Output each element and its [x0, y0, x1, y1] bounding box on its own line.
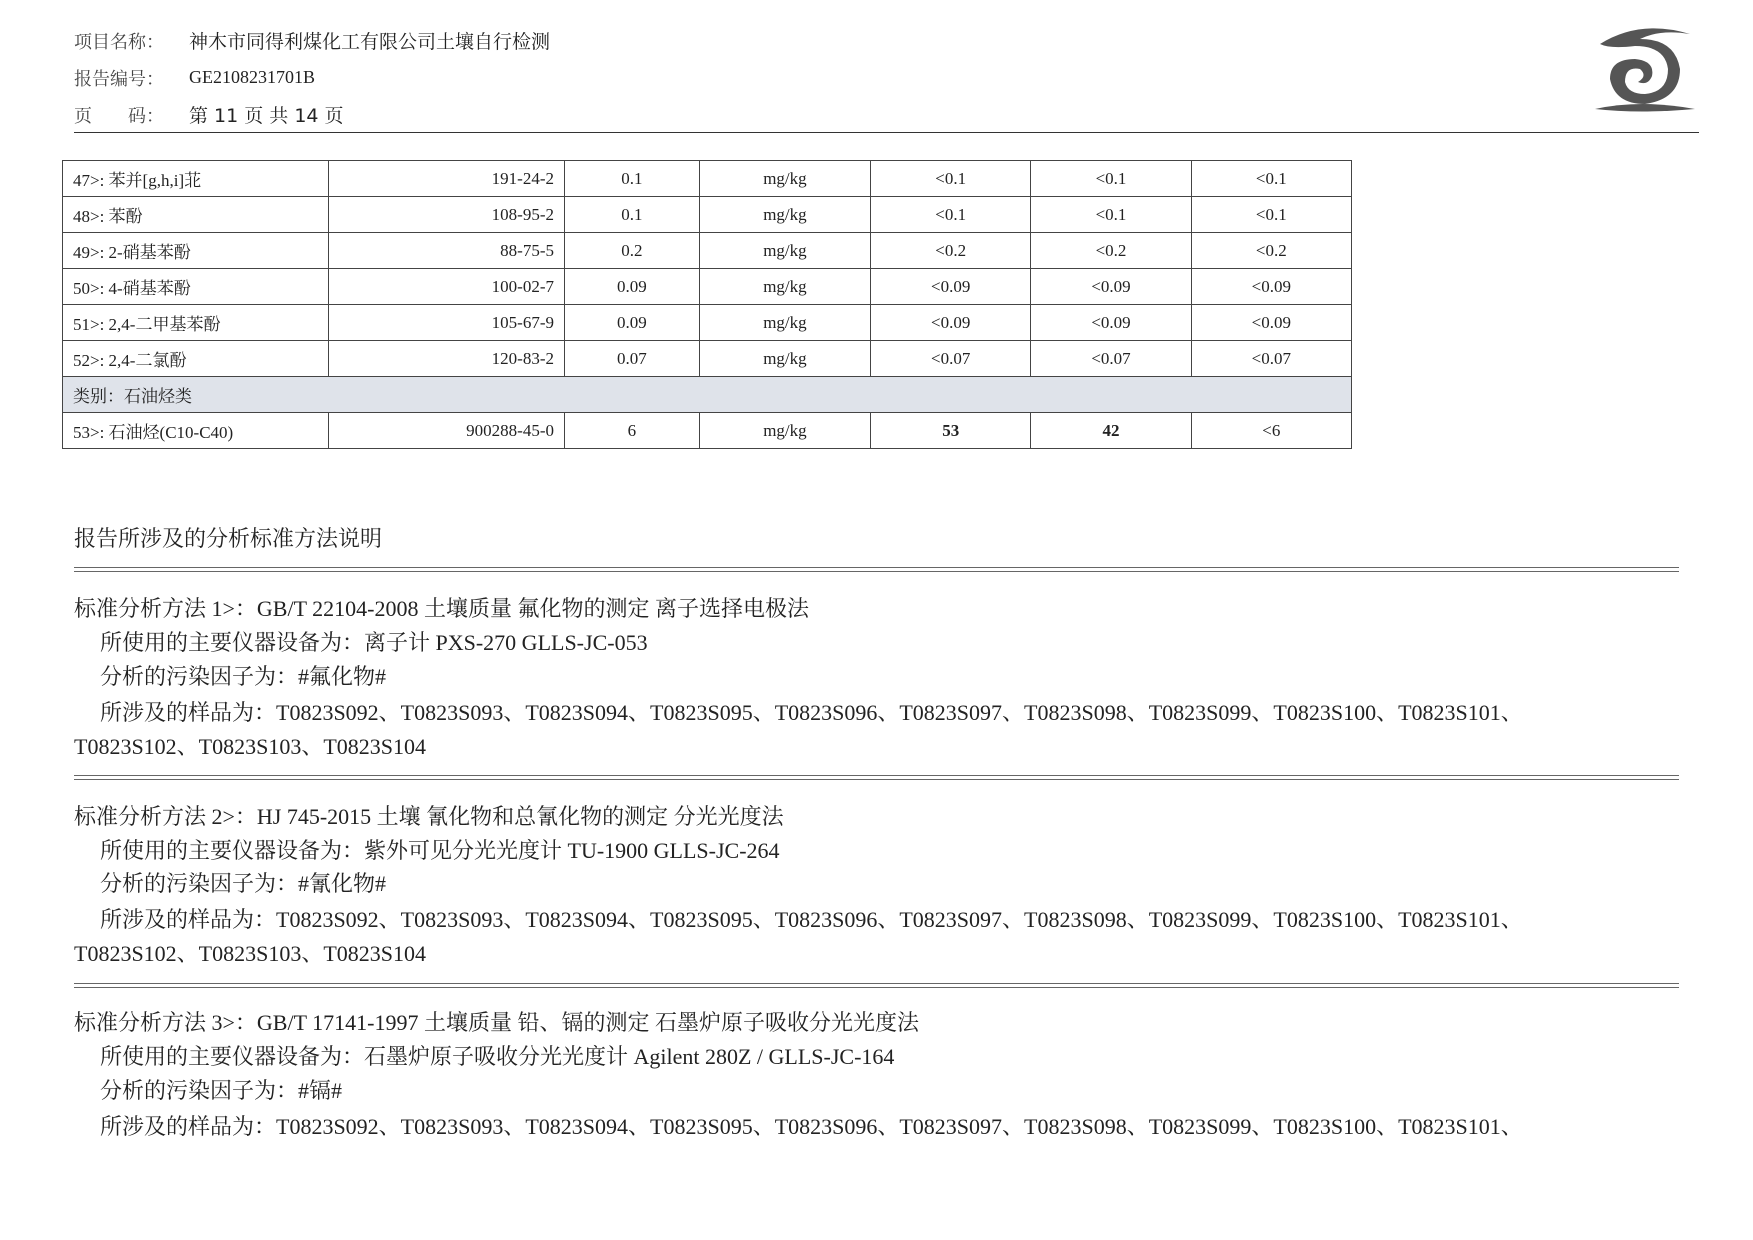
table-row [63, 161, 1352, 197]
divider [74, 775, 1679, 780]
unit: mg/kg [699, 341, 870, 377]
compound-name: 52>: 2,4-二氯酚 [63, 341, 329, 377]
method-2-samples: 所涉及的样品为：T0823S092、T0823S093、T0823S094、T0823S095、T0823S096、T0823S097、T0823S098、T0823S099、T0823S100、T0823S101、 [100, 907, 1523, 932]
cas-number: 105-67-9 [329, 305, 565, 341]
method-2-equipment: 所使用的主要仪器设备为：紫外可见分光光度计 TU-1900 GLLS-JC-264 [100, 838, 780, 863]
unit: mg/kg [699, 197, 870, 233]
category-row [63, 377, 1352, 413]
detection-limit: 6 [565, 413, 700, 449]
table-row [63, 341, 1352, 377]
result-2: <0.09 [1031, 269, 1191, 305]
compound-name: 48>: 苯酚 [63, 197, 329, 233]
detection-limit: 0.2 [565, 233, 700, 269]
report-number-row [74, 59, 550, 96]
method-1-samples-cont: T0823S102、T0823S103、T0823S104 [74, 734, 427, 759]
result-1: <0.09 [871, 269, 1031, 305]
result-3: <0.09 [1191, 269, 1351, 305]
unit: mg/kg [699, 413, 870, 449]
detection-limit: 0.07 [565, 341, 700, 377]
cas-number: 120-83-2 [329, 341, 565, 377]
method-3-factor: 分析的污染因子为：#镉# [100, 1078, 343, 1103]
result-2: <0.07 [1031, 341, 1191, 377]
result-1: <0.2 [871, 233, 1031, 269]
compound-name: 49>: 2-硝基苯酚 [63, 233, 329, 269]
cas-number: 88-75-5 [329, 233, 565, 269]
report-header [74, 22, 550, 133]
cas-number: 900288-45-0 [329, 413, 565, 449]
method-3-equipment: 所使用的主要仪器设备为：石墨炉原子吸收分光光度计 Agilent 280Z / GLLS-JC-164 [100, 1044, 895, 1069]
detection-limit: 0.1 [565, 161, 700, 197]
result-3: <0.1 [1191, 197, 1351, 233]
table-row [63, 413, 1352, 449]
detection-limit: 0.09 [565, 305, 700, 341]
result-1: <0.1 [871, 161, 1031, 197]
unit: mg/kg [699, 233, 870, 269]
project-row [74, 22, 550, 59]
header-divider [74, 132, 1699, 133]
page-value: 第 11 页 共 14 页 [189, 105, 344, 127]
result-2: 42 [1031, 413, 1191, 449]
company-logo-icon [1580, 14, 1710, 124]
compound-name: 51>: 2,4-二甲基苯酚 [63, 305, 329, 341]
result-2: <0.1 [1031, 197, 1191, 233]
result-3: <0.2 [1191, 233, 1351, 269]
results-table [62, 160, 1352, 449]
cas-number: 108-95-2 [329, 197, 565, 233]
category-label: 类别：石油烃类 [63, 377, 1352, 413]
cas-number: 191-24-2 [329, 161, 565, 197]
compound-name: 53>: 石油烃(C10-C40) [63, 413, 329, 449]
unit: mg/kg [699, 161, 870, 197]
table-row [63, 197, 1352, 233]
unit: mg/kg [699, 269, 870, 305]
page-label: 页 码： [74, 105, 164, 127]
divider [74, 567, 1679, 572]
divider [74, 983, 1679, 988]
report-number-value: GE2108231701B [189, 67, 315, 87]
method-2-factor: 分析的污染因子为：#氰化物# [100, 871, 387, 896]
unit: mg/kg [699, 305, 870, 341]
result-3: <0.09 [1191, 305, 1351, 341]
method-1-equipment: 所使用的主要仪器设备为：离子计 PXS-270 GLLS-JC-053 [100, 630, 648, 655]
cas-number: 100-02-7 [329, 269, 565, 305]
page-row [74, 96, 550, 133]
method-1-samples: 所涉及的样品为：T0823S092、T0823S093、T0823S094、T0823S095、T0823S096、T0823S097、T0823S098、T0823S099、T0823S100、T0823S101、 [100, 700, 1523, 725]
result-1: <0.07 [871, 341, 1031, 377]
report-number-label: 报告编号： [74, 68, 164, 90]
result-3: <0.07 [1191, 341, 1351, 377]
detection-limit: 0.09 [565, 269, 700, 305]
project-value: 神木市同得利煤化工有限公司土壤自行检测 [189, 31, 551, 53]
result-1: <0.09 [871, 305, 1031, 341]
result-2: <0.1 [1031, 161, 1191, 197]
methods-title: 报告所涉及的分析标准方法说明 [74, 526, 383, 551]
compound-name: 50>: 4-硝基苯酚 [63, 269, 329, 305]
method-3-samples: 所涉及的样品为：T0823S092、T0823S093、T0823S094、T0823S095、T0823S096、T0823S097、T0823S098、T0823S099、T0823S100、T0823S101、 [100, 1114, 1523, 1139]
result-3: <0.1 [1191, 161, 1351, 197]
table-row [63, 305, 1352, 341]
detection-limit: 0.1 [565, 197, 700, 233]
result-3: <6 [1191, 413, 1351, 449]
project-label: 项目名称： [74, 31, 164, 53]
result-1: <0.1 [871, 197, 1031, 233]
method-1-heading: 标准分析方法 1>：GB/T 22104-2008 土壤质量 氟化物的测定 离子选择电极法 [74, 596, 809, 621]
table-row [63, 233, 1352, 269]
table-row [63, 269, 1352, 305]
result-2: <0.09 [1031, 305, 1191, 341]
method-1-factor: 分析的污染因子为：#氟化物# [100, 664, 387, 689]
method-3-heading: 标准分析方法 3>：GB/T 17141-1997 土壤质量 铅、镉的测定 石墨炉原子吸收分光光度法 [74, 1010, 919, 1035]
method-2-heading: 标准分析方法 2>：HJ 745-2015 土壤 氰化物和总氰化物的测定 分光光度法 [74, 804, 784, 829]
method-2-samples-cont: T0823S102、T0823S103、T0823S104 [74, 941, 427, 966]
result-1: 53 [871, 413, 1031, 449]
compound-name: 47>: 苯并[g,h,i]苝 [63, 161, 329, 197]
result-2: <0.2 [1031, 233, 1191, 269]
